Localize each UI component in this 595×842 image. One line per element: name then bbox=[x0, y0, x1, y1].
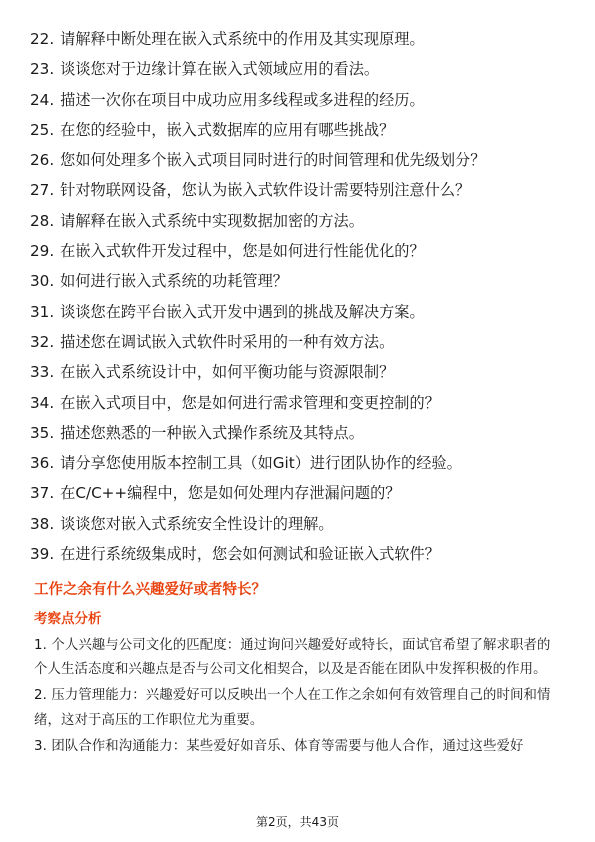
question-number: 24. bbox=[30, 90, 55, 109]
question-text: 在进行系统级集成时，您会如何测试和验证嵌入式软件？ bbox=[60, 545, 440, 564]
question-number: 27. bbox=[30, 181, 55, 200]
question-item bbox=[30, 145, 570, 175]
question-number: 23. bbox=[30, 60, 55, 79]
question-item bbox=[30, 478, 570, 508]
question-text: 请解释在嵌入式系统中实现数据加密的方法。 bbox=[60, 211, 364, 230]
question-number: 31. bbox=[30, 302, 55, 321]
question-number: 22. bbox=[30, 30, 55, 48]
analysis-points bbox=[34, 634, 562, 761]
question-number: 33. bbox=[30, 363, 55, 382]
question-text: 在您的经验中，嵌入式数据库的应用有哪些挑战？ bbox=[60, 120, 395, 139]
question-item bbox=[30, 24, 570, 54]
question-text: 谈谈您在跨平台嵌入式开发中遇到的挑战及解决方案。 bbox=[60, 302, 425, 321]
page-footer: 第2页，共43页 bbox=[256, 815, 339, 829]
question-item bbox=[30, 418, 570, 448]
question-item bbox=[30, 85, 570, 115]
question-number: 35. bbox=[30, 423, 55, 442]
question-item bbox=[30, 266, 570, 296]
question-number: 29. bbox=[30, 242, 55, 261]
question-text: 描述您熟悉的一种嵌入式操作系统及其特点。 bbox=[60, 423, 364, 442]
section-title: 工作之余有什么兴趣爱好或者特长？ bbox=[34, 582, 266, 598]
question-number: 32. bbox=[30, 332, 55, 351]
question-item bbox=[30, 448, 570, 478]
analysis-point: 3. 团队合作和沟通能力：某些爱好如音乐、体育等需要与他人合作，通过这些爱好 bbox=[34, 738, 524, 754]
question-number: 30. bbox=[30, 272, 55, 291]
question-item bbox=[30, 297, 570, 327]
section-subtitle: 考察点分析 bbox=[34, 611, 102, 627]
question-text: 描述一次你在项目中成功应用多线程或多进程的经历。 bbox=[60, 90, 425, 109]
question-text: 在嵌入式系统设计中，如何平衡功能与资源限制？ bbox=[60, 363, 395, 382]
question-item bbox=[30, 357, 570, 387]
question-item bbox=[30, 539, 570, 569]
question-item bbox=[30, 175, 570, 205]
question-item bbox=[30, 206, 570, 236]
question-text: 在C/C++编程中，您是如何处理内存泄漏问题的？ bbox=[60, 484, 401, 503]
question-text: 如何进行嵌入式系统的功耗管理？ bbox=[60, 272, 288, 291]
analysis-point: 1. 个人兴趣与公司文化的匹配度：通过询问兴趣爱好或特长，面试官希望了解求职者的个人生活态度和兴趣点是否与公司文化相契合，以及是否能在团队中发挥积极的作用。 bbox=[34, 638, 551, 678]
question-number: 36. bbox=[30, 454, 55, 473]
question-text: 谈谈您对嵌入式系统安全性设计的理解。 bbox=[60, 514, 334, 533]
question-item bbox=[30, 327, 570, 357]
question-item bbox=[30, 54, 570, 84]
question-number: 37. bbox=[30, 484, 55, 503]
question-text: 描述您在调试嵌入式软件时采用的一种有效方法。 bbox=[60, 332, 395, 351]
question-number: 38. bbox=[30, 514, 55, 533]
question-list bbox=[30, 24, 570, 569]
analysis-point: 2. 压力管理能力：兴趣爱好可以反映出一个人在工作之余如何有效管理自己的时间和情绪，这对于高压的工作职位尤为重要。 bbox=[34, 688, 551, 728]
question-text: 在嵌入式软件开发过程中，您是如何进行性能优化的？ bbox=[60, 242, 425, 261]
question-number: 28. bbox=[30, 211, 55, 230]
question-text: 请分享您使用版本控制工具（如Git）进行团队协作的经验。 bbox=[60, 454, 462, 473]
question-number: 34. bbox=[30, 393, 55, 412]
question-number: 39. bbox=[30, 545, 55, 564]
question-text: 针对物联网设备，您认为嵌入式软件设计需要特别注意什么？ bbox=[60, 181, 471, 200]
question-item bbox=[30, 236, 570, 266]
question-item bbox=[30, 509, 570, 539]
question-text: 请解释中断处理在嵌入式系统中的作用及其实现原理。 bbox=[60, 30, 425, 48]
question-text: 您如何处理多个嵌入式项目同时进行的时间管理和优先级划分？ bbox=[60, 151, 486, 170]
question-text: 在嵌入式项目中，您是如何进行需求管理和变更控制的？ bbox=[60, 393, 440, 412]
question-item bbox=[30, 115, 570, 145]
question-item bbox=[30, 388, 570, 418]
question-text: 谈谈您对于边缘计算在嵌入式领域应用的看法。 bbox=[60, 60, 380, 79]
question-number: 26. bbox=[30, 151, 55, 170]
question-number: 25. bbox=[30, 120, 55, 139]
